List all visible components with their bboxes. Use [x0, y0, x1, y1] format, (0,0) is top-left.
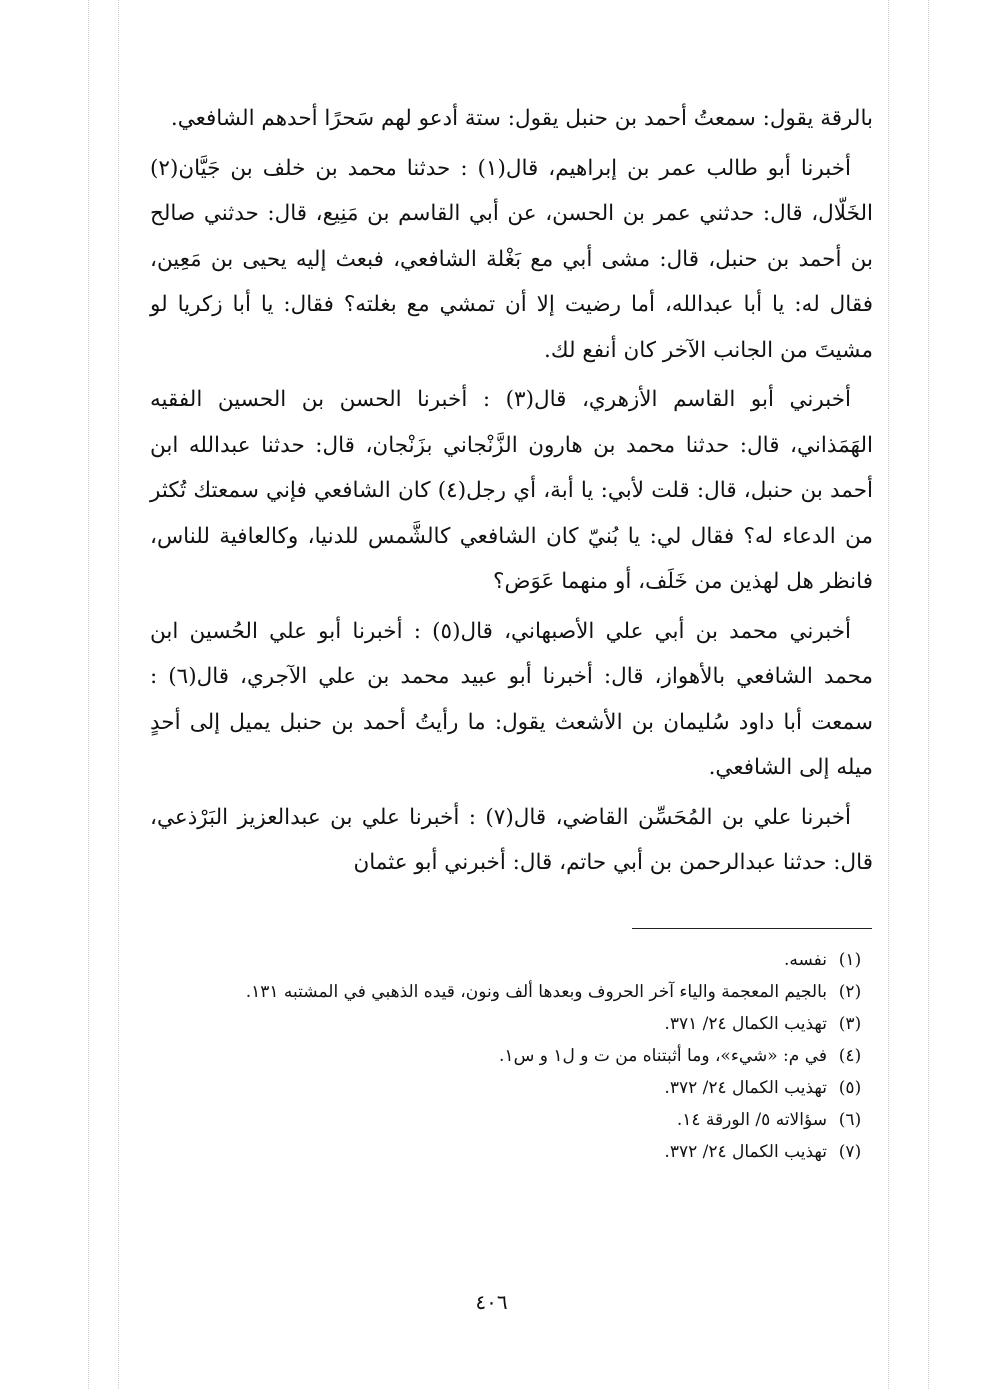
- footnote-number: (٤): [838, 1046, 862, 1066]
- footnote-number: (٧): [838, 1142, 862, 1162]
- footnote: [150, 1072, 873, 1104]
- footnote: [150, 976, 873, 1008]
- footnote-text: نفسه.: [783, 950, 827, 970]
- footnote-text: تهذيب الكمال ٢٤/ ٣٧١.: [664, 1014, 827, 1034]
- scan-guide-line: [888, 0, 889, 1389]
- footnote-number: (٥): [838, 1078, 862, 1098]
- footnote-text: في م: «شيء»، وما أثبتناه من ت و ل١ و س١.: [499, 1046, 827, 1066]
- footnote: [150, 944, 873, 976]
- footnote-number: (٣): [838, 1014, 862, 1034]
- scan-guide-line: [88, 0, 89, 1389]
- paragraph-3: أخبرني أبو القاسم الأزهري، قال(٣) : أخبرنا الحسن بن الحسين الفقيه الهَمَذاني، قال: حدثنا محمد بن هارون الزَّنْجاني بزَنْجان، قال: حدثنا عبدالله ابن أحمد بن حنبل، قال: قلت لأبي: يا أبة، أي رجل(٤) كان الشافعي فإني سمعتك تُكثر من الدعاء له؟ فقال لي: يا بُنيّ كان الشافعي كالشَّمس للدنيا، وكالعافية للناس، فانظر هل لهذين من خَلَف، أو منهما عَوَض؟: [150, 387, 873, 594]
- scan-guide-line: [928, 0, 929, 1389]
- page-number: ٤٠٦: [475, 1290, 508, 1314]
- footnote-text: سؤالاته ٥/ الورقة ١٤.: [676, 1110, 827, 1130]
- paragraph-5: أخبرنا علي بن المُحَسِّن القاضي، قال(٧) : أخبرنا علي بن عبدالعزيز البَرْذعي، قال: حدثنا عبدالرحمن بن أبي حاتم، قال: أخبرني أبو عثمان: [150, 804, 873, 875]
- footnote-number: (٢): [838, 982, 862, 1002]
- paragraph-4: أخبرني محمد بن أبي علي الأصبهاني، قال(٥) : أخبرنا أبو علي الحُسين ابن محمد الشافعي بالأهواز، قال: أخبرنا أبو عبيد محمد بن علي الآجري، قال(٦) : سمعت أبا داود سُليمان بن الأشعث يقول: ما رأيتُ أحمد بن حنبل يميل إلى أحدٍ ميله إلى الشافعي.: [150, 618, 873, 780]
- footnote-text: تهذيب الكمال ٢٤/ ٣٧٢.: [664, 1142, 827, 1162]
- footnote-text: بالجيم المعجمة والياء آخر الحروف وبعدها ألف ونون، قيده الذهبي في المشتبه ١٣١.: [245, 982, 827, 1002]
- footnote-separator: [632, 928, 872, 929]
- paragraph-2: أخبرنا أبو طالب عمر بن إبراهيم، قال(١) : حدثنا محمد بن خلف بن جَيَّان(٢) الخَلّال، قال: حدثني عمر بن الحسن، عن أبي القاسم بن مَنِيع، قال: حدثني صالح بن أحمد بن حنبل، قال: مشى أبي مع بَغْلة الشافعي، فبعث إليه يحيى بن مَعِين، فقال له: يا أبا عبدالله، أما رضيت إلا أن تمشي مع بغلته؟ فقال: يا أبا زكريا لو مشيتَ من الجانب الآخر كان أنفع لك.: [150, 155, 873, 363]
- footnote-number: (٦): [838, 1110, 862, 1130]
- footnote-number: (١): [838, 950, 862, 970]
- footnote: [150, 1040, 873, 1072]
- main-text: [150, 96, 873, 890]
- footnote: [150, 1104, 873, 1136]
- footnote: [150, 1136, 873, 1168]
- footnote: [150, 1008, 873, 1040]
- footnotes: [150, 944, 873, 1168]
- footnote-text: تهذيب الكمال ٢٤/ ٣٧٢.: [664, 1078, 827, 1098]
- paragraph-1: بالرقة يقول: سمعتُ أحمد بن حنبل يقول: ستة أدعو لهم سَحرًا أحدهم الشافعي.: [170, 106, 873, 131]
- scan-guide-line: [118, 0, 119, 1389]
